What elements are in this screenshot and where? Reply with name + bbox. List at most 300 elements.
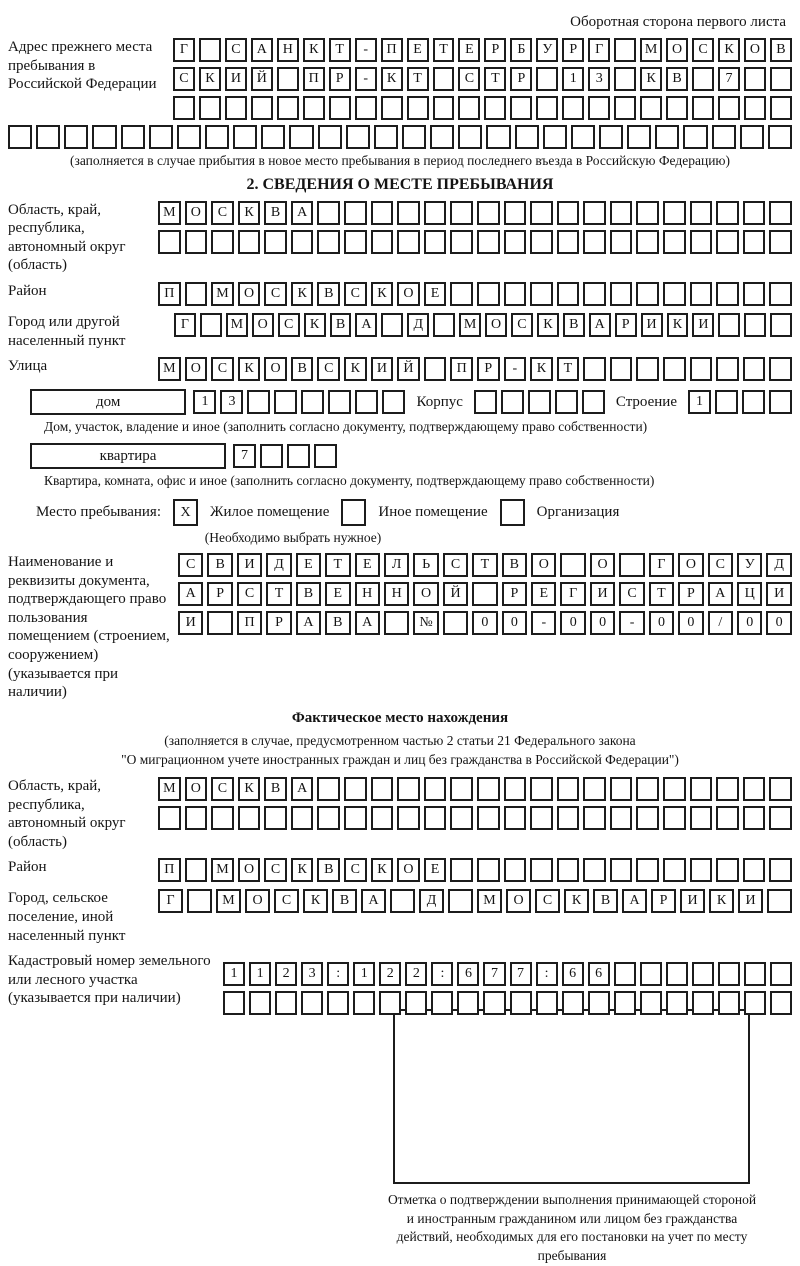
char-cell: [344, 777, 367, 801]
char-cell: М: [158, 777, 181, 801]
char-cell: [666, 991, 688, 1015]
char-cell: К: [304, 313, 326, 337]
char-cell: М: [158, 357, 181, 381]
char-cell: 0: [649, 611, 674, 635]
char-cell: [397, 201, 420, 225]
char-cell: 0: [737, 611, 762, 635]
char-cell: [557, 806, 580, 830]
char-cell: 3: [301, 962, 323, 986]
char-cell: [390, 889, 415, 913]
char-cell: К: [371, 858, 394, 882]
char-cell: [770, 313, 792, 337]
char-cell: К: [537, 313, 559, 337]
char-cell: [744, 962, 766, 986]
char-cell: Н: [277, 38, 299, 62]
char-cell: А: [708, 582, 733, 606]
char-cell: Т: [484, 67, 506, 91]
char-cell: [666, 962, 688, 986]
char-cell: Р: [266, 611, 291, 635]
char-cell: [640, 96, 662, 120]
char-cell: [715, 390, 738, 414]
char-cell: [225, 96, 247, 120]
char-cell: [769, 858, 792, 882]
char-cell: О: [264, 357, 287, 381]
char-cell: И: [225, 67, 247, 91]
char-cell: Г: [173, 38, 195, 62]
char-cell: [530, 230, 553, 254]
char-cell: [716, 201, 739, 225]
street-row: [158, 357, 792, 381]
prev-address-label: Адрес прежнего места пребывания в Российской Федерации: [8, 39, 157, 93]
char-cell: [636, 230, 659, 254]
char-cell: Т: [266, 582, 291, 606]
char-cell: [557, 777, 580, 801]
district2-label: Район: [8, 859, 47, 876]
char-cell: [223, 991, 245, 1015]
char-cell: [291, 806, 314, 830]
char-cell: [314, 444, 337, 468]
char-cell: 0: [590, 611, 615, 635]
document-row-3: [178, 611, 792, 635]
char-cell: -: [504, 357, 527, 381]
char-cell: [562, 991, 584, 1015]
char-cell: [158, 806, 181, 830]
char-cell: [504, 858, 527, 882]
char-cell: [610, 357, 633, 381]
char-cell: 6: [457, 962, 479, 986]
char-cell: Т: [329, 38, 351, 62]
char-cell: С: [278, 313, 300, 337]
char-cell: [504, 201, 527, 225]
char-cell: [249, 991, 271, 1015]
char-cell: Р: [477, 357, 500, 381]
char-cell: И: [692, 313, 714, 337]
char-cell: [301, 991, 323, 1015]
char-cell: [177, 125, 201, 149]
char-cell: [344, 230, 367, 254]
char-cell: С: [708, 553, 733, 577]
char-cell: [557, 858, 580, 882]
house-number-cells: [193, 390, 405, 414]
char-cell: [557, 201, 580, 225]
char-cell: [663, 858, 686, 882]
char-cell: [718, 96, 740, 120]
char-cell: [344, 201, 367, 225]
char-cell: [379, 991, 401, 1015]
char-cell: [718, 313, 740, 337]
korpus-cells: [474, 390, 605, 414]
char-cell: М: [640, 38, 662, 62]
char-cell: [317, 777, 340, 801]
char-cell: К: [718, 38, 740, 62]
char-cell: [610, 858, 633, 882]
char-cell: [716, 858, 739, 882]
char-cell: [716, 230, 739, 254]
prev-address-block: [8, 38, 792, 120]
char-cell: С: [344, 858, 367, 882]
char-cell: А: [296, 611, 321, 635]
char-cell: [557, 230, 580, 254]
char-cell: [744, 991, 766, 1015]
char-cell: [424, 201, 447, 225]
char-cell: 1: [249, 962, 271, 986]
char-cell: [504, 230, 527, 254]
char-cell: [571, 125, 595, 149]
char-cell: 0: [560, 611, 585, 635]
char-cell: [769, 201, 792, 225]
char-cell: [769, 777, 792, 801]
char-cell: [663, 230, 686, 254]
char-cell: 0: [678, 611, 703, 635]
region2-row-2: [158, 806, 792, 830]
char-cell: О: [485, 313, 507, 337]
stay-type-note: (Необходимо выбрать нужное): [204, 530, 382, 546]
char-cell: [614, 991, 636, 1015]
char-cell: А: [178, 582, 203, 606]
char-cell: С: [211, 357, 234, 381]
char-cell: В: [264, 201, 287, 225]
char-cell: 7: [718, 67, 740, 91]
char-cell: Д: [266, 553, 291, 577]
char-cell: 2: [275, 962, 297, 986]
char-cell: [663, 357, 686, 381]
char-cell: [583, 858, 606, 882]
prev-address-row-4: [8, 125, 792, 149]
char-cell: [510, 991, 532, 1015]
char-cell: [530, 282, 553, 306]
char-cell: [663, 201, 686, 225]
char-cell: В: [666, 67, 688, 91]
char-cell: [264, 230, 287, 254]
char-cell: [355, 390, 378, 414]
char-cell: И: [178, 611, 203, 635]
char-cell: [744, 96, 766, 120]
char-cell: [264, 806, 287, 830]
char-cell: [690, 201, 713, 225]
char-cell: Т: [557, 357, 580, 381]
char-cell: [718, 962, 740, 986]
char-cell: [211, 806, 234, 830]
char-cell: Г: [174, 313, 196, 337]
char-cell: [769, 230, 792, 254]
char-cell: Ц: [737, 582, 762, 606]
char-cell: В: [325, 611, 350, 635]
char-cell: К: [303, 889, 328, 913]
char-cell: [287, 444, 310, 468]
char-cell: Г: [588, 38, 610, 62]
char-cell: Д: [407, 313, 429, 337]
char-cell: 7: [483, 962, 505, 986]
char-cell: К: [303, 38, 325, 62]
char-cell: [477, 230, 500, 254]
char-cell: [433, 313, 455, 337]
char-cell: [247, 390, 270, 414]
char-cell: Е: [296, 553, 321, 577]
char-cell: [515, 125, 539, 149]
char-cell: :: [536, 962, 558, 986]
char-cell: П: [158, 282, 181, 306]
prev-address-row-3: [173, 96, 792, 120]
char-cell: 1: [353, 962, 375, 986]
char-cell: А: [355, 313, 377, 337]
char-cell: 1: [223, 962, 245, 986]
char-cell: В: [330, 313, 352, 337]
char-cell: [614, 96, 636, 120]
char-cell: Е: [407, 38, 429, 62]
char-cell: [583, 806, 606, 830]
char-cell: О: [531, 553, 556, 577]
char-cell: [583, 777, 606, 801]
char-cell: [450, 858, 473, 882]
char-cell: [501, 390, 524, 414]
char-cell: [397, 777, 420, 801]
char-cell: [740, 125, 764, 149]
char-cell: [543, 125, 567, 149]
actual-location-heading: Фактическое место нахождения: [291, 709, 509, 726]
char-cell: [328, 390, 351, 414]
char-cell: [450, 201, 473, 225]
char-cell: [692, 96, 714, 120]
street-field: [8, 357, 792, 381]
char-cell: [716, 282, 739, 306]
prev-address-row-2: [173, 67, 792, 91]
char-cell: [8, 125, 32, 149]
char-cell: [443, 611, 468, 635]
char-cell: В: [563, 313, 585, 337]
char-cell: О: [185, 777, 208, 801]
city-label: Город или другой населенный пункт: [8, 313, 126, 349]
char-cell: [381, 96, 403, 120]
char-cell: [743, 777, 766, 801]
char-cell: [744, 313, 766, 337]
char-cell: [92, 125, 116, 149]
char-cell: [683, 125, 707, 149]
char-cell: [770, 67, 792, 91]
char-cell: [636, 201, 659, 225]
char-cell: [149, 125, 173, 149]
char-cell: [450, 777, 473, 801]
char-cell: П: [450, 357, 473, 381]
char-cell: [555, 390, 578, 414]
char-cell: [583, 201, 606, 225]
char-cell: [690, 282, 713, 306]
char-cell: [317, 201, 340, 225]
char-cell: О: [397, 858, 420, 882]
char-cell: Р: [484, 38, 506, 62]
district-label: Район: [8, 282, 47, 299]
char-cell: [424, 230, 447, 254]
char-cell: Т: [407, 67, 429, 91]
char-cell: 3: [588, 67, 610, 91]
char-cell: И: [641, 313, 663, 337]
char-cell: [381, 313, 403, 337]
char-cell: [510, 96, 532, 120]
char-cell: [614, 38, 636, 62]
char-cell: [716, 357, 739, 381]
char-cell: Р: [678, 582, 703, 606]
char-cell: [344, 806, 367, 830]
char-cell: 0: [472, 611, 497, 635]
option-organization-label: Организация: [536, 504, 620, 521]
char-cell: Р: [615, 313, 637, 337]
char-cell: К: [344, 357, 367, 381]
char-cell: [477, 777, 500, 801]
city-row: [174, 313, 792, 337]
char-cell: [207, 611, 232, 635]
char-cell: К: [238, 357, 261, 381]
char-cell: [424, 777, 447, 801]
char-cell: 1: [193, 390, 216, 414]
char-cell: [64, 125, 88, 149]
char-cell: [599, 125, 623, 149]
district2-row: [158, 858, 792, 882]
house-box: дом: [30, 389, 186, 415]
char-cell: 3: [220, 390, 243, 414]
char-cell: К: [640, 67, 662, 91]
char-cell: -: [531, 611, 556, 635]
char-cell: [610, 201, 633, 225]
char-cell: [610, 806, 633, 830]
apartment-box: квартира: [30, 443, 226, 469]
char-cell: С: [225, 38, 247, 62]
char-cell: [277, 67, 299, 91]
char-cell: С: [317, 357, 340, 381]
char-cell: О: [238, 282, 261, 306]
char-cell: [769, 390, 792, 414]
char-cell: М: [211, 282, 234, 306]
char-cell: К: [199, 67, 221, 91]
char-cell: С: [264, 858, 287, 882]
char-cell: В: [317, 282, 340, 306]
actual-location-note-line1: (заполняется в случае, предусмотренном частью 2 статьи 21 Федерального закона: [164, 732, 636, 748]
checkbox-residential: X: [173, 499, 198, 526]
char-cell: [614, 962, 636, 986]
char-cell: [185, 230, 208, 254]
char-cell: 2: [379, 962, 401, 986]
char-cell: [743, 282, 766, 306]
char-cell: [474, 390, 497, 414]
char-cell: [718, 991, 740, 1015]
char-cell: С: [173, 67, 195, 91]
char-cell: О: [413, 582, 438, 606]
char-cell: [530, 858, 553, 882]
char-cell: [640, 962, 662, 986]
region-field: [8, 201, 792, 275]
checkbox-other-premises: [341, 499, 366, 526]
char-cell: [275, 991, 297, 1015]
char-cell: О: [506, 889, 531, 913]
char-cell: [486, 125, 510, 149]
char-cell: И: [237, 553, 262, 577]
char-cell: [303, 96, 325, 120]
char-cell: Р: [207, 582, 232, 606]
char-cell: В: [593, 889, 618, 913]
char-cell: [769, 357, 792, 381]
char-cell: С: [264, 282, 287, 306]
char-cell: В: [332, 889, 357, 913]
char-cell: [382, 390, 405, 414]
char-cell: [663, 777, 686, 801]
char-cell: [582, 390, 605, 414]
char-cell: С: [237, 582, 262, 606]
char-cell: М: [158, 201, 181, 225]
char-cell: [692, 67, 714, 91]
char-cell: [690, 230, 713, 254]
char-cell: Й: [443, 582, 468, 606]
char-cell: [353, 991, 375, 1015]
char-cell: К: [667, 313, 689, 337]
char-cell: И: [738, 889, 763, 913]
char-cell: [185, 858, 208, 882]
option-residential-label: Жилое помещение: [210, 504, 330, 521]
char-cell: [619, 553, 644, 577]
char-cell: С: [178, 553, 203, 577]
char-cell: О: [590, 553, 615, 577]
prev-address-row-1: [173, 38, 792, 62]
city-field: [8, 313, 792, 350]
char-cell: [588, 96, 610, 120]
char-cell: [610, 230, 633, 254]
char-cell: [627, 125, 651, 149]
district2-field: [8, 858, 792, 882]
document-field: [8, 553, 792, 702]
char-cell: [690, 357, 713, 381]
region2-row-1: [158, 777, 792, 801]
char-cell: [744, 67, 766, 91]
char-cell: /: [708, 611, 733, 635]
char-cell: О: [245, 889, 270, 913]
char-cell: [636, 357, 659, 381]
char-cell: А: [589, 313, 611, 337]
char-cell: [238, 230, 261, 254]
char-cell: К: [238, 201, 261, 225]
stay-type-row: [36, 499, 792, 526]
char-cell: [407, 96, 429, 120]
char-cell: [528, 390, 551, 414]
char-cell: [610, 777, 633, 801]
char-cell: 0: [766, 611, 791, 635]
char-cell: Р: [510, 67, 532, 91]
char-cell: [530, 201, 553, 225]
char-cell: [36, 125, 60, 149]
char-cell: [450, 806, 473, 830]
char-cell: [274, 390, 297, 414]
char-cell: [690, 806, 713, 830]
char-cell: [530, 777, 553, 801]
char-cell: У: [536, 38, 558, 62]
char-cell: [424, 806, 447, 830]
char-cell: Е: [325, 582, 350, 606]
char-cell: [317, 806, 340, 830]
char-cell: [663, 282, 686, 306]
char-cell: 7: [510, 962, 532, 986]
char-cell: Е: [355, 553, 380, 577]
char-cell: [562, 96, 584, 120]
char-cell: [371, 777, 394, 801]
char-cell: Ь: [413, 553, 438, 577]
char-cell: Й: [397, 357, 420, 381]
char-cell: [530, 806, 553, 830]
char-cell: [770, 96, 792, 120]
char-cell: [405, 991, 427, 1015]
char-cell: О: [252, 313, 274, 337]
city2-field: [8, 889, 792, 945]
char-cell: Г: [649, 553, 674, 577]
char-cell: К: [564, 889, 589, 913]
char-cell: Й: [251, 67, 273, 91]
char-cell: [636, 858, 659, 882]
char-cell: Е: [424, 282, 447, 306]
